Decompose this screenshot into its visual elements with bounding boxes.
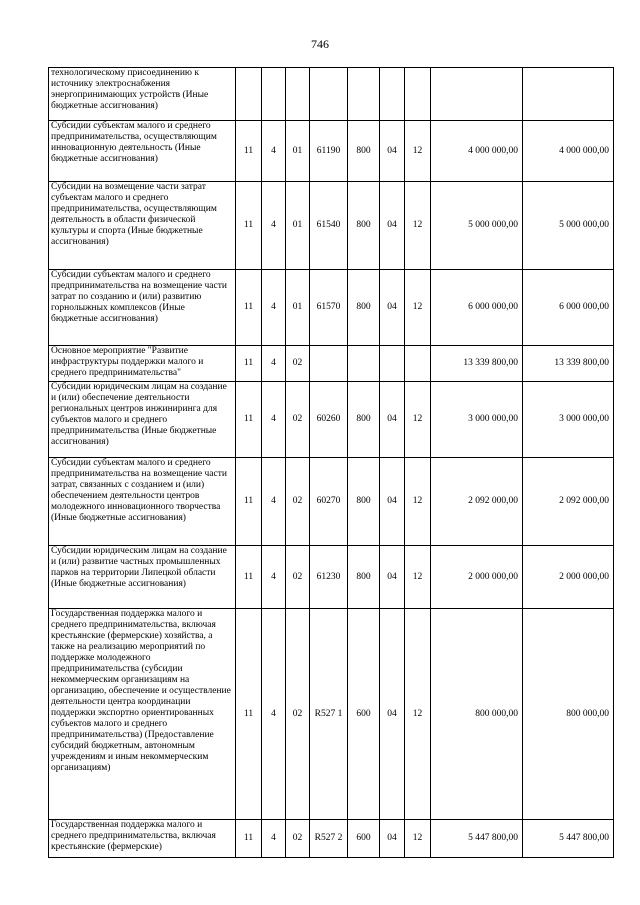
row-name: Субсидии субъектам малого и среднего предпринимательства, осуществляющим инновационную деятельность (Иные бюджетные ассигнования) <box>49 121 236 182</box>
table-row <box>49 182 614 270</box>
code-cell: 800 <box>348 458 380 546</box>
code-cell: 11 <box>236 546 262 609</box>
code-cell: 11 <box>236 270 262 346</box>
code-cell: 11 <box>236 121 262 182</box>
code-cell: 11 <box>236 346 262 382</box>
code-cell: 11 <box>236 458 262 546</box>
code-cell: 61190 <box>310 121 348 182</box>
code-cell: 04 <box>380 182 405 270</box>
row-name: Основное мероприятие "Развитие инфраструктуры поддержки малого и среднего предпринимательства" <box>49 346 236 382</box>
code-cell <box>262 68 286 121</box>
amount-cell: 4 000 000,00 <box>431 121 523 182</box>
code-cell: 12 <box>405 382 431 458</box>
code-cell: 4 <box>262 458 286 546</box>
code-cell: 60260 <box>310 382 348 458</box>
code-cell: 04 <box>380 382 405 458</box>
code-cell: 04 <box>380 546 405 609</box>
table-row <box>49 609 614 820</box>
amount-cell: 800 000,00 <box>431 609 523 820</box>
code-cell: R527 2 <box>310 820 348 858</box>
amount-cell: 2 092 000,00 <box>523 458 614 546</box>
code-cell: 02 <box>286 346 310 382</box>
code-cell: 12 <box>405 546 431 609</box>
code-cell: 11 <box>236 382 262 458</box>
code-cell: 12 <box>405 609 431 820</box>
code-cell <box>310 68 348 121</box>
code-cell: 04 <box>380 820 405 858</box>
code-cell: 60270 <box>310 458 348 546</box>
code-cell <box>236 68 262 121</box>
code-cell: 12 <box>405 458 431 546</box>
amount-cell: 6 000 000,00 <box>431 270 523 346</box>
code-cell: 61540 <box>310 182 348 270</box>
code-cell <box>348 68 380 121</box>
code-cell: 11 <box>236 820 262 858</box>
code-cell: 04 <box>380 121 405 182</box>
code-cell: 61230 <box>310 546 348 609</box>
row-name: Субсидии на возмещение части затрат субъектам малого и среднего предпринимательства, осуществляющим деятельность в области физической культуры и спорта (Иные бюджетные ассигнования) <box>49 182 236 270</box>
code-cell: 01 <box>286 182 310 270</box>
code-cell: 12 <box>405 270 431 346</box>
code-cell: 800 <box>348 382 380 458</box>
amount-cell: 5 000 000,00 <box>431 182 523 270</box>
code-cell: 12 <box>405 820 431 858</box>
table-row <box>49 546 614 609</box>
budget-table <box>48 67 614 858</box>
code-cell <box>286 68 310 121</box>
code-cell <box>380 68 405 121</box>
code-cell <box>405 346 431 382</box>
code-cell: 4 <box>262 182 286 270</box>
table-row <box>49 346 614 382</box>
amount-cell: 13 339 800,00 <box>431 346 523 382</box>
code-cell: 4 <box>262 382 286 458</box>
amount-cell: 2 092 000,00 <box>431 458 523 546</box>
code-cell: 04 <box>380 609 405 820</box>
code-cell <box>405 68 431 121</box>
code-cell: 4 <box>262 820 286 858</box>
table-row <box>49 382 614 458</box>
row-name: Субсидии юридическим лицам на создание и (или) обеспечение деятельности региональных центров инжиниринга для субъектов малого и среднего предпринимательства (Иные бюджетные ассигнования) <box>49 382 236 458</box>
code-cell: 02 <box>286 609 310 820</box>
code-cell: 4 <box>262 346 286 382</box>
code-cell: 12 <box>405 121 431 182</box>
code-cell: 01 <box>286 121 310 182</box>
amount-cell: 13 339 800,00 <box>523 346 614 382</box>
code-cell: 04 <box>380 458 405 546</box>
code-cell: 11 <box>236 609 262 820</box>
page-number: 746 <box>311 37 329 51</box>
row-name: Государственная поддержка малого и среднего предпринимательства, включая крестьянские (фермерские) <box>49 820 236 858</box>
table-row <box>49 270 614 346</box>
code-cell: 01 <box>286 270 310 346</box>
code-cell: 800 <box>348 546 380 609</box>
table-row <box>49 121 614 182</box>
code-cell: 02 <box>286 458 310 546</box>
row-name: Государственная поддержка малого и среднего предпринимательства, включая крестьянские (фермерские) хозяйства, а также на реализацию мероприятий по поддержке молодежного предпринимательства (субсидии некоммерческим организациям на организацию, обеспечение и осуществление деятельности центра координации поддержки экспортно ориентированных субъектов малого и среднего предпринимательства) (Предоставление субсидий бюджетным, автономным учреждениям и иным некоммерческим организациям) <box>49 609 236 820</box>
code-cell: 61570 <box>310 270 348 346</box>
amount-cell: 2 000 000,00 <box>523 546 614 609</box>
code-cell: 02 <box>286 382 310 458</box>
amount-cell: 5 447 800,00 <box>523 820 614 858</box>
row-name: технологическому присоединению к источнику электроснабжения энергопринимающих устройств (Иные бюджетные ассигнования) <box>49 68 236 121</box>
code-cell: 4 <box>262 270 286 346</box>
code-cell: 4 <box>262 609 286 820</box>
code-cell <box>348 346 380 382</box>
code-cell: 800 <box>348 182 380 270</box>
code-cell: R527 1 <box>310 609 348 820</box>
code-cell: 11 <box>236 182 262 270</box>
code-cell <box>380 346 405 382</box>
code-cell: 02 <box>286 820 310 858</box>
code-cell <box>310 346 348 382</box>
row-name: Субсидии субъектам малого и среднего предпринимательства на возмещение части затрат, связанных с созданием и (или) обеспечением деятельности центров молодежного инновационного творчества (Иные бюджетные ассигнования) <box>49 458 236 546</box>
code-cell: 800 <box>348 121 380 182</box>
code-cell: 4 <box>262 546 286 609</box>
row-name: Субсидии субъектам малого и среднего предпринимательства на возмещение части затрат по созданию и (или) развитию горнолыжных комплексов (Иные бюджетные ассигнования) <box>49 270 236 346</box>
amount-cell: 3 000 000,00 <box>431 382 523 458</box>
row-name: Субсидии юридическим лицам на создание и (или) развитие частных промышленных парков на территории Липецкой области (Иные бюджетные ассигнования) <box>49 546 236 609</box>
code-cell: 12 <box>405 182 431 270</box>
amount-cell: 6 000 000,00 <box>523 270 614 346</box>
amount-cell: 5 000 000,00 <box>523 182 614 270</box>
amount-cell: 5 447 800,00 <box>431 820 523 858</box>
table-row <box>49 820 614 858</box>
code-cell: 600 <box>348 820 380 858</box>
table-row <box>49 68 614 121</box>
amount-cell <box>523 68 614 121</box>
code-cell: 600 <box>348 609 380 820</box>
amount-cell: 800 000,00 <box>523 609 614 820</box>
amount-cell: 4 000 000,00 <box>523 121 614 182</box>
code-cell: 02 <box>286 546 310 609</box>
amount-cell <box>431 68 523 121</box>
code-cell: 04 <box>380 270 405 346</box>
table-row <box>49 458 614 546</box>
code-cell: 800 <box>348 270 380 346</box>
amount-cell: 2 000 000,00 <box>431 546 523 609</box>
code-cell: 4 <box>262 121 286 182</box>
amount-cell: 3 000 000,00 <box>523 382 614 458</box>
